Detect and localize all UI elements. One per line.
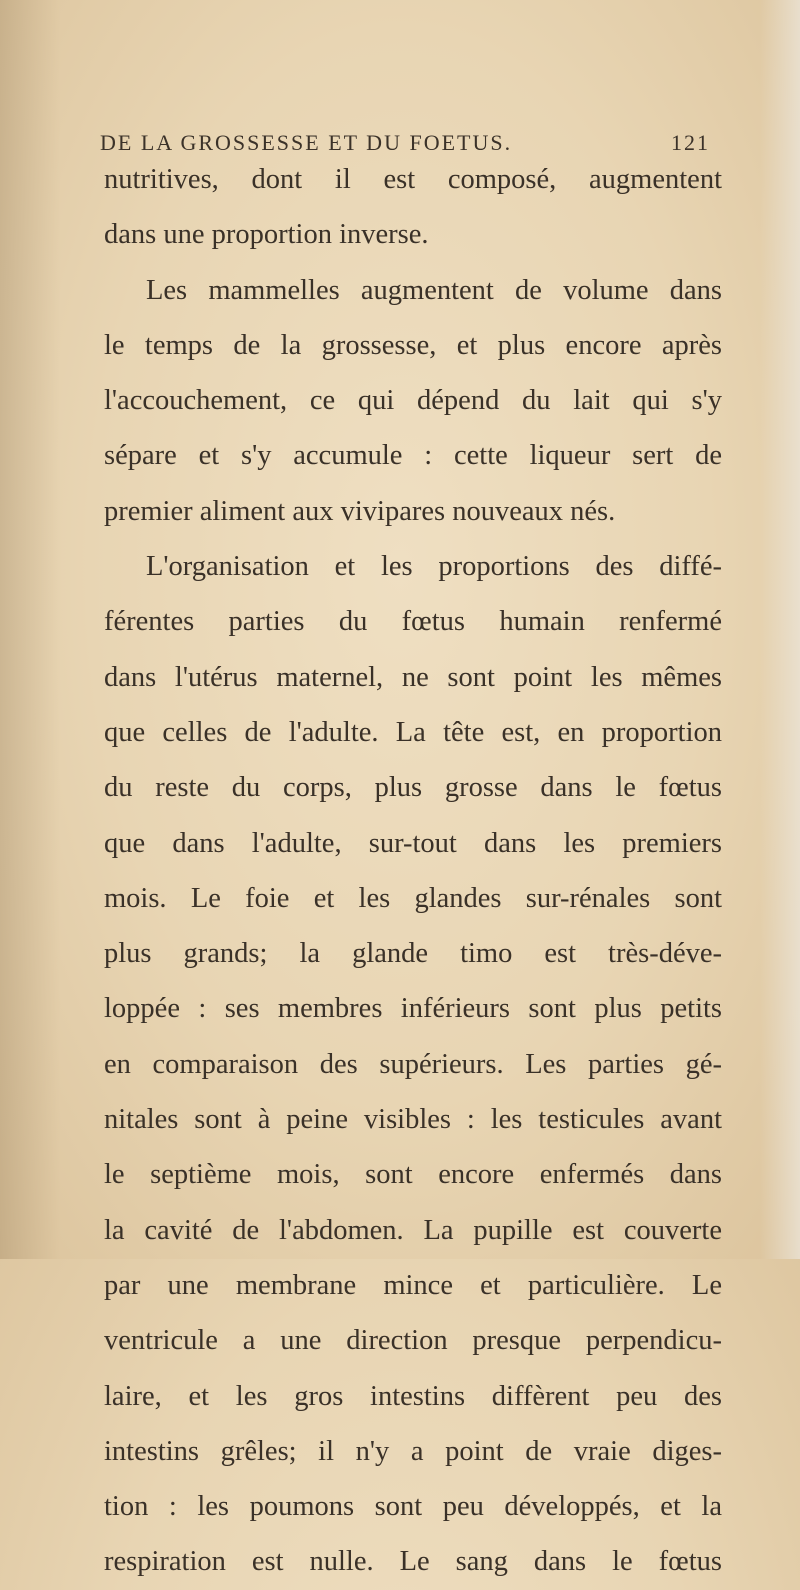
page-gutter-shadow (0, 0, 60, 1259)
text-line: ventricule a une direction presque perpendicu- (104, 1325, 722, 1357)
text-line: respiration est nulle. Le sang dans le fœtus (104, 1546, 722, 1578)
text-line: du reste du corps, plus grosse dans le fœtus (104, 772, 722, 804)
text-line: la cavité de l'abdomen. La pupille est couverte (104, 1214, 722, 1246)
text-line: le temps de la grossesse, et plus encore après (104, 329, 722, 361)
text-line: l'accouchement, ce qui dépend du lait qui s'y (104, 385, 722, 417)
paragraph-start-line: Les mammelles augmentent de volume dans (146, 274, 722, 306)
text-line: tion : les poumons sont peu développés, et la (104, 1491, 722, 1523)
text-line: férentes parties du fœtus humain renfermé (104, 606, 722, 638)
text-line: dans l'utérus maternel, ne sont point les mêmes (104, 661, 722, 693)
text-line: en comparaison des supérieurs. Les parties gé- (104, 1048, 722, 1080)
text-line: par une membrane mince et particulière. Le (104, 1269, 722, 1301)
text-line: laire, et les gros intestins diffèrent peu des (104, 1380, 722, 1412)
text-line: que celles de l'adulte. La tête est, en proportion (104, 716, 722, 748)
page-edge (760, 0, 800, 1259)
text-line: dans une proportion inverse. (104, 219, 429, 251)
text-line: sépare et s'y accumule : cette liqueur sert de (104, 440, 722, 472)
text-line: nutritives, dont il est composé, augmentent (104, 164, 722, 195)
text-line: plus grands; la glande timo est très-déve- (104, 938, 722, 970)
text-line: que dans l'adulte, sur-tout dans les premiers (104, 827, 722, 859)
running-title: DE LA GROSSESSE ET DU FOETUS. (100, 130, 513, 155)
text-line: intestins grêles; il n'y a point de vraie diges- (104, 1435, 722, 1467)
text-line: premier aliment aux vivipares nouveaux nés. (104, 495, 616, 527)
page-body-text (104, 152, 722, 1590)
paragraph-start-line: L'organisation et les proportions des diffé- (146, 551, 722, 583)
text-line: loppée : ses membres inférieurs sont plus petits (104, 993, 722, 1025)
text-line: mois. Le foie et les glandes sur-rénales sont (104, 882, 722, 914)
text-line: nitales sont à peine visibles : les testicules avant (104, 1104, 722, 1136)
page-number: 121 (671, 130, 710, 155)
text-line: le septième mois, sont encore enfermés dans (104, 1159, 722, 1191)
